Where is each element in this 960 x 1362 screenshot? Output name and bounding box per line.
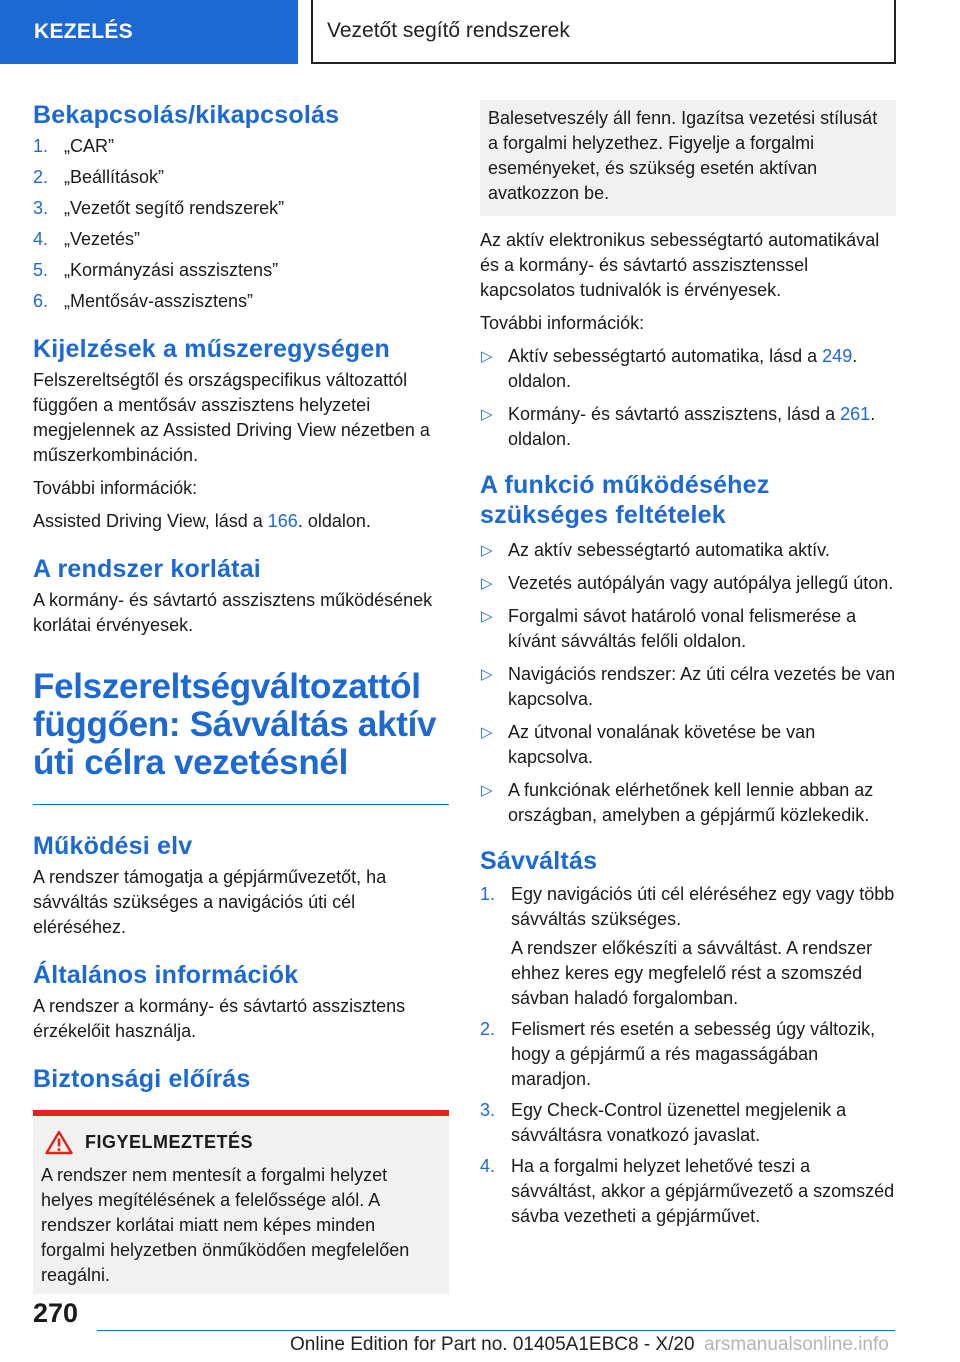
triangle-bullet-icon: ▷ [481,575,493,592]
list-item [33,134,449,159]
step-text: „CAR” [64,136,114,156]
conditions-heading: A funkció működéséhez szükséges feltételek [480,471,770,529]
warning-box [33,1110,449,1294]
acc-text: Az aktív elektronikus sebességtartó automatikával és a kormány- és sávtartó asszisztenssel kapcsolatos tudnivalók is érvényesek. [480,230,880,300]
footer-edition: Online Edition for Part no. 01405A1EBC8 - X/20 [290,1334,695,1355]
onoff-heading: Bekapcsolás/kikapcsolás [33,101,340,129]
heading-rule [33,804,449,805]
ref-text-after: . oldalon. [508,346,858,391]
step-number: 6. [33,291,49,311]
list-item [480,1098,896,1148]
condition-text: Az útvonal vonalának követése be van kapcsolva. [508,722,816,767]
triangle-bullet-icon: ▷ [481,542,493,559]
warning-box-continued [480,100,896,216]
step-text: „Kormányzási asszisztens” [64,260,279,280]
condition-text: Forgalmi sávot határoló vonal felismerése a kívánt sávváltás felőli oldalon. [508,606,857,651]
step-number: 4. [33,229,49,249]
warning-text-continued: Balesetveszély áll fenn. Igazítsa vezetési stílusát a forgalmi helyzethez. Figyelje a forgalmi eseményeket, és szükség esetén aktívan avatkozzon be. [488,108,878,203]
condition-text: Vezetés autópályán vagy autópálya jellegű úton. [508,573,894,593]
step-number: 3. [33,198,49,218]
step-text: „Vezetőt segítő rendszerek” [64,198,285,218]
triangle-bullet-icon: ▷ [481,666,493,683]
step-number: 5. [33,260,49,280]
warning-triangle-icon [45,1130,73,1155]
list-item [33,289,449,314]
triangle-bullet-icon: ▷ [481,782,493,799]
step-number: 4. [480,1156,496,1176]
triangle-bullet-icon: ▷ [481,724,493,741]
list-item [480,538,896,563]
principle-heading: Működési elv [33,832,193,860]
left-column [33,100,449,1294]
list-item [480,344,896,394]
display-text: Felszereltségtől és országspecifikus változattól függően a mentősáv asszisztens helyzetei megjelennek az Assisted Driving View nézetben a műszerkombináción. [33,370,430,465]
footer-rule [97,1330,895,1331]
step-number: 1. [480,884,496,904]
main-heading: Felszereltségváltozattól függően: Sávváltás aktív úti célra vezetésnél [33,667,437,782]
step-text: Ha a forgalmi helyzet lehetővé teszi a sávváltást, akkor a gépjárművezető a szomszéd sávba vezetheti a gépjárművet. [511,1156,895,1226]
chapter-title: Vezetőt segítő rendszerek [311,0,896,64]
list-item [480,402,896,452]
triangle-bullet-icon: ▷ [481,406,493,423]
section-tab: KEZELÉS [0,0,298,64]
limits-text: A kormány- és sávtartó asszisztens működésének korlátai érvényesek. [33,590,433,635]
step-number: 2. [480,1019,496,1039]
step-text: Egy Check-Control üzenettel megjelenik a sávváltásra vonatkozó javaslat. [511,1100,847,1145]
step-number: 1. [33,136,49,156]
ref-text-before: Assisted Driving View, lásd a [33,511,268,531]
list-item [480,571,896,596]
lane-change-steps [480,882,896,1229]
condition-text: A funkciónak elérhetőnek kell lennie abban az országban, amelyben a gépjármű közlekedik. [508,780,874,825]
step-subtext: A rendszer előkészíti a sávváltást. A rendszer ehhez keres egy megfelelő rést a szomszéd sávban haladó forgalomban. [511,938,873,1008]
ref-text-before: Aktív sebességtartó automatika, lásd a [508,346,823,366]
page-number: 270 [33,1298,79,1328]
condition-text: Navigációs rendszer: Az úti célra vezetés be van kapcsolva. [508,664,896,709]
watermark: arsmanualsonline.info [704,1334,889,1355]
list-item [33,196,449,221]
reference-list [480,344,896,452]
triangle-bullet-icon: ▷ [481,608,493,625]
warning-text: A rendszer nem mentesít a forgalmi helyzet helyes megítélésének a felelőssége alól. A rendszer korlátai miatt nem képes minden forgalmi helyzetben önműködően megfelelően reagálni. [41,1165,410,1285]
onoff-steps [33,134,449,314]
list-item [480,662,896,712]
page-link-166[interactable]: 166 [267,511,298,531]
triangle-bullet-icon: ▷ [481,348,493,365]
right-column [480,100,896,1235]
general-heading: Általános információk [33,961,299,989]
list-item [33,227,449,252]
list-item [480,1154,896,1229]
ref-text-after: . oldalon. [297,511,371,531]
list-item [33,258,449,283]
more-info-label: További információk: [33,478,198,498]
more-info-label: További információk: [480,313,645,333]
list-item [480,604,896,654]
general-text: A rendszer a kormány- és sávtartó asszisztens érzékelőit használja. [33,996,406,1041]
page-header [0,0,960,66]
list-item [480,720,896,770]
ref-text-after: . oldalon. [508,404,876,449]
safety-heading: Biztonsági előírás [33,1065,251,1093]
condition-text: Az aktív sebességtartó automatika aktív. [508,540,830,560]
limits-heading: A rendszer korlátai [33,555,261,583]
list-item [480,1017,896,1092]
list-item [480,778,896,828]
list-item [33,165,449,190]
step-number: 2. [33,167,49,187]
lane-change-heading: Sávváltás [480,847,598,875]
step-text: Egy navigációs úti cél eléréséhez egy vagy több sávváltás szükséges. [511,884,895,929]
warning-title-row [41,1130,441,1155]
display-heading: Kijelzések a műszeregységen [33,335,390,363]
step-text: „Beállítások” [64,167,165,187]
warning-title: FIGYELMEZTETÉS [85,1132,254,1152]
list-item [480,882,896,1011]
principle-text: A rendszer támogatja a gépjárművezetőt, ha sávváltás szükséges a navigációs úti cél eléréséhez. [33,867,387,937]
display-ref [33,509,449,534]
ref-text-before: Kormány- és sávtartó asszisztens, lásd a [508,404,841,424]
step-text: Felismert rés esetén a sebesség úgy változik, hogy a gépjármű a rés magasságában maradjon. [511,1019,876,1089]
conditions-list [480,538,896,828]
page-link-261[interactable]: 261 [840,404,871,424]
page-link-249[interactable]: 249 [822,346,853,366]
step-number: 3. [480,1100,496,1120]
step-text: „Vezetés” [64,229,141,249]
step-text: „Mentősáv-asszisztens” [64,291,254,311]
